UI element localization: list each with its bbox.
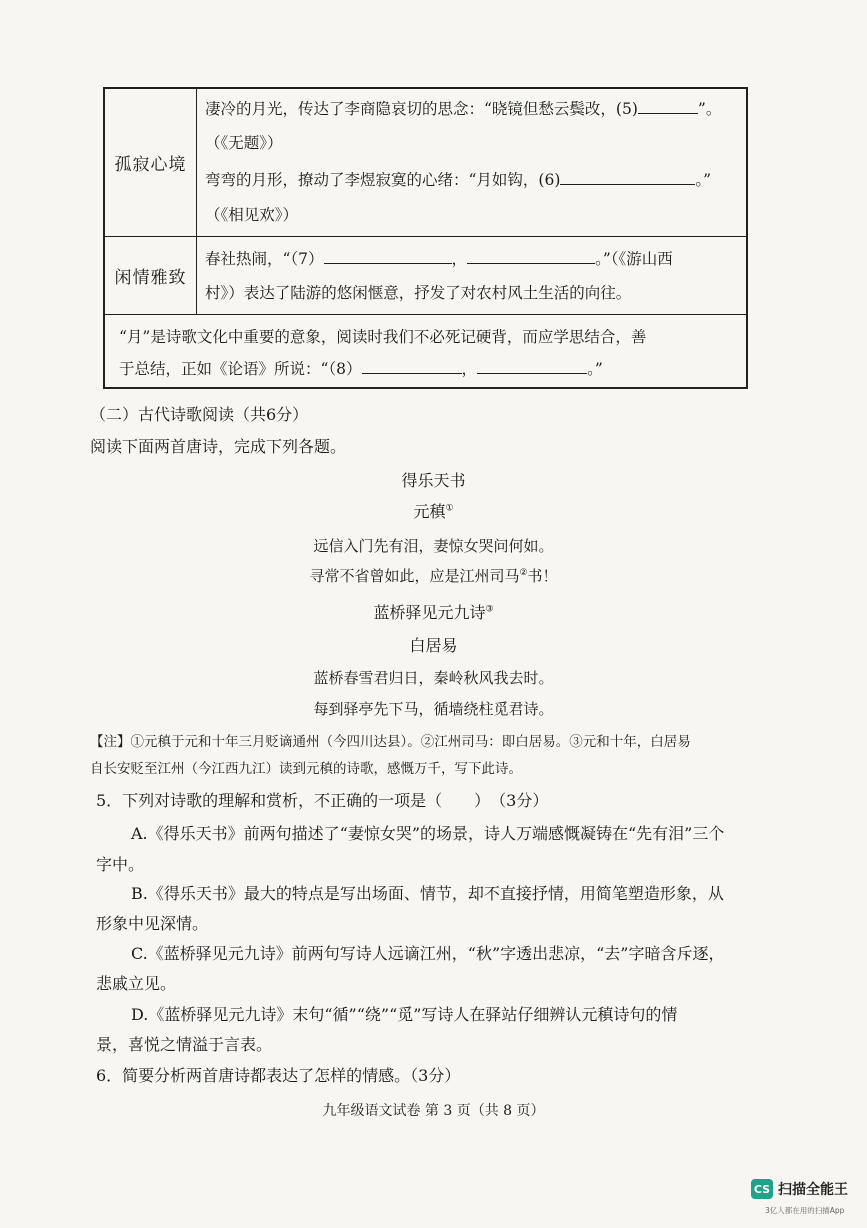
watermark-tagline: 3亿人都在用的扫描App (765, 1206, 845, 1215)
option-b[interactable]: B.《得乐天书》最大的特点是写出场面、情节，却不直接抒情，用简笔塑造形象，从 (131, 884, 724, 903)
question-5: 5．下列对诗歌的理解和赏析，不正确的一项是（ ） （3分） (96, 791, 549, 810)
option-a-cont: 字中。 (96, 855, 145, 874)
footnote-marker: ② (519, 568, 528, 578)
answer-blank-6[interactable] (560, 170, 695, 185)
row-content (205, 237, 738, 314)
poem-author: 白居易 (409, 636, 458, 655)
poem-line: 每到驿亭先下马，循墙绕柱觅君诗。 (313, 700, 554, 718)
poem-line: 蓝桥春雪君归日，秦岭秋风我去时。 (313, 669, 554, 687)
footnote-marker: ① (445, 503, 454, 514)
poem-title: 得乐天书 (401, 471, 466, 490)
poem-line: 远信入门先有泪，妻惊女哭问何如。 (313, 537, 554, 555)
poetry-table (103, 87, 748, 389)
answer-blank-7b[interactable] (467, 249, 595, 264)
watermark-name: 扫描全能王 (778, 1182, 848, 1198)
cs-logo-icon: CS (751, 1179, 773, 1199)
table-line: 凄冷的月光，传达了李商隐哀切的思念：“晓镜但愁云鬓改，(5) ”。 (205, 100, 722, 118)
question-6: 6．简要分析两首唐诗都表达了怎样的情感。（3分） (96, 1066, 461, 1085)
answer-blank-8a[interactable] (362, 359, 462, 374)
table-line: （《无题》） (205, 134, 283, 152)
poem-author: 元稹① (413, 502, 454, 521)
option-c[interactable]: C.《蓝桥驿见元九诗》前两句写诗人远谪江州，“秋”字透出悲凉，“去”字暗含斥逐， (131, 944, 725, 963)
row-label: 孤寂心境 (105, 89, 197, 236)
answer-blank-5[interactable] (638, 99, 698, 114)
option-b-cont: 形象中见深情。 (96, 914, 209, 933)
annotation-note: 【注】①元稹于元和十年三月贬谪通州（今四川达县）。②江州司马：即白居易。③元和十年，白居易 (90, 734, 691, 750)
table-line: 村》）表达了陆游的悠闲惬意，抒发了对农村风土生活的向往。 (205, 284, 632, 302)
table-row (105, 315, 746, 389)
footnote-marker: ③ (485, 604, 494, 615)
page-footer: 九年级语文试卷 第 3 页（共 8 页） (322, 1103, 545, 1119)
table-row (105, 89, 746, 237)
row-content (205, 89, 738, 236)
option-a[interactable]: A.《得乐天书》前两句描述了“妻惊女哭”的场景，诗人万端感慨凝铸在“先有泪”三个 (131, 824, 725, 843)
option-c-cont: 悲戚立见。 (96, 974, 177, 993)
annotation-note: 自长安贬至江州（今江西九江）读到元稹的诗歌，感慨万千，写下此诗。 (90, 761, 522, 777)
table-line: （《相见欢》） (205, 206, 299, 224)
scanner-watermark (751, 1177, 861, 1221)
poem-title: 蓝桥驿见元九诗③ (373, 603, 494, 622)
table-row (105, 237, 746, 315)
option-d-cont: 景，喜悦之情溢于言表。 (96, 1035, 273, 1054)
table-line: 于总结，正如《论语》所说：“（8） ， 。” (119, 360, 603, 378)
table-line: 春社热闹，“（7） ， 。”（《游山西 (205, 250, 673, 268)
option-d[interactable]: D.《蓝桥驿见元九诗》末句“循”“绕”“觅”写诗人在驿站仔细辨认元稹诗句的情 (131, 1005, 678, 1024)
table-line: “月”是诗歌文化中重要的意象，阅读时我们不必死记硬背，而应学思结合，善 (119, 328, 647, 346)
section-instruction: 阅读下面两首唐诗，完成下列各题。 (90, 437, 347, 456)
answer-blank-8b[interactable] (477, 359, 587, 374)
table-line: 弯弯的月形，撩动了李煜寂寞的心绪：“月如钩，(6) 。” (205, 171, 712, 189)
section-heading: （二）古代诗歌阅读（共6分） (90, 405, 309, 424)
answer-blank-7a[interactable] (324, 249, 452, 264)
poem-line: 寻常不省曾如此，应是江州司马②书！ (309, 567, 558, 585)
row-label: 闲情雅致 (105, 237, 197, 314)
